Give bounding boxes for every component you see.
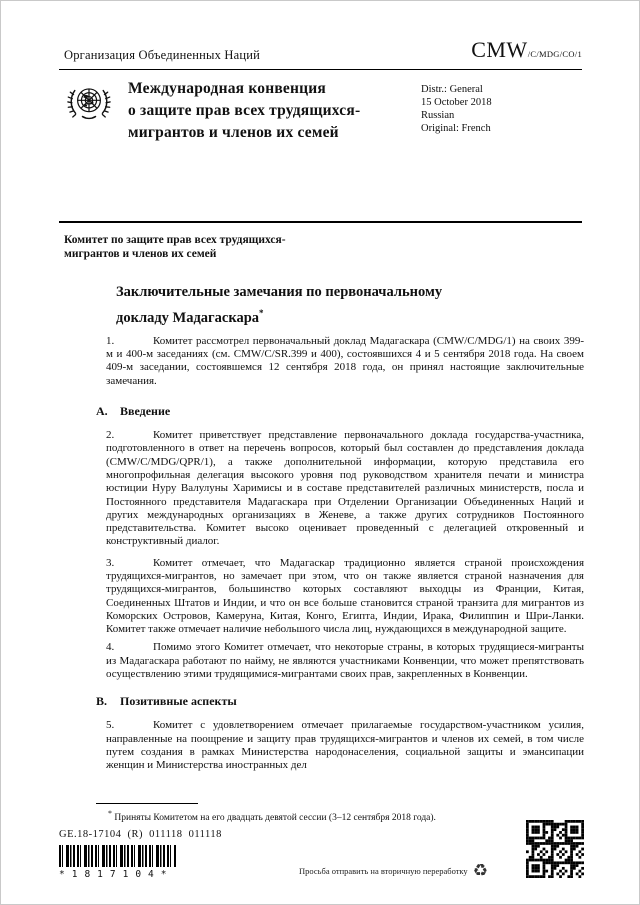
paragraph-number: 2.	[106, 429, 115, 442]
section-divider-rule	[59, 221, 582, 223]
section-letter: B.	[96, 694, 108, 709]
paragraph-1	[106, 335, 584, 388]
footnote-text: Приняты Комитетом на его двадцать девятой сессии (3–12 сентября 2018 года).	[114, 813, 436, 824]
paragraph-number: 4.	[106, 641, 115, 654]
paragraph-text: Комитет отмечает, что Мадагаскар традиционно является страной происхождения трудящихся-мигрантов, но замечает при этом, что он также является страной назначения для трудящихся-мигрантов, большинство которых составляют выходцы из Франции, Китая, Соединенных Штатов и Индии, и что он все больше становится страной транзита для мигрантов из Коморских Островов, Камеруна, Китая, Конго, Египта, Индии, Ирака, Филиппин и Шри-Ланки. Комитет также отмечает наличие небольшого числа лиц, нуждающихся в международной защите.	[106, 556, 584, 636]
distr-line: Distr.: General	[421, 84, 483, 95]
committee-name-line1: Комитет по защите прав всех трудящихся-	[64, 234, 286, 246]
paragraph-number: 5.	[106, 719, 115, 732]
section-title: Позитивные аспекты	[120, 694, 237, 709]
section-heading-a	[96, 404, 639, 419]
header-rule	[59, 69, 582, 70]
convention-title-line3: мигрантов и членов их семей	[128, 124, 339, 141]
paragraph-2	[106, 429, 584, 549]
doc-symbol-suffix: /C/MDG/CO/1	[527, 49, 582, 59]
paragraph-number: 3.	[106, 556, 115, 569]
recycle-text: Просьба отправить на вторичную переработку	[299, 865, 468, 876]
paragraph-5	[106, 719, 584, 772]
paragraph-text: Комитет приветствует представление первоначального доклада государства-участника, подготовленного в ответ на перечень вопросов, который был составлен до представления доклада (CMW/C/MDG/QPR/1), а также дополнительной информации, которую представила его многопрофильная делегация высокого уровня под руководством хранителя печати и министра юстиции Нуру Валулуны Харимисы и в составе представителей различных министерств, посла и Постоянного представителя Мадагаскара при Отделении Организации Объединенных Наций и других международных организациях в Женеве, а также других сотрудников Постоянного представительства. Комитет высоко оценивает проведенный с делегацией откровенный и конструктивный диалог.	[106, 429, 584, 548]
section-heading-b	[96, 694, 639, 709]
recycle-icon: ♻	[472, 861, 488, 880]
page-header	[64, 37, 582, 63]
paragraph-number: 1.	[106, 334, 115, 347]
doc-symbol	[471, 37, 582, 63]
section-title: Введение	[120, 404, 171, 419]
document-title	[116, 282, 481, 329]
barcode-label: *1817104*	[59, 869, 174, 880]
paragraph-3	[106, 557, 584, 637]
ge-document-number: GE.18-17104 (R) 011118 011118	[59, 829, 222, 840]
qr-code-icon	[526, 820, 584, 878]
paragraph-text: Помимо этого Комитет отмечает, что некоторые страны, в которых трудящиеся-мигранты из Мадагаскара работают по найму, не являются участниками Конвенции, что может препятствовать осуществлению этими трудящимися-мигрантами своих прав, закрепленных в Конвенции.	[106, 641, 584, 681]
original-language-line: Original: French	[421, 123, 491, 134]
date-line: 15 October 2018	[421, 97, 492, 108]
committee-name	[64, 233, 639, 261]
convention-title-line1: Международная конвенция	[128, 80, 326, 97]
committee-name-line2: мигрантов и членов их семей	[64, 248, 217, 260]
convention-title	[128, 78, 406, 144]
paragraph-text: Комитет с удовлетворением отмечает прилагаемые государством-участником усилия, направленные на поощрение и защиту прав трудящихся-мигрантов и членов их семей, в том числе путем создания в рамках Министерства народонаселения, социальной защиты и эмансипации женщин и Министерства иностранных дел	[106, 719, 584, 772]
distribution-block	[421, 78, 582, 144]
footnote-marker: *	[108, 809, 112, 818]
footnote	[96, 808, 538, 824]
doc-symbol-main: CMW	[471, 37, 528, 62]
section-letter: A.	[96, 404, 108, 419]
footnote-rule	[96, 803, 198, 804]
convention-title-line2: о защите прав всех трудящихся-	[128, 102, 361, 119]
paragraph-text: Комитет рассмотрел первоначальный доклад Мадагаскара (CMW/C/MDG/1) на своих 399-м и 400-м заседаниях (см. CMW/C/SR.399 и 400), состоявшихся 4 и 5 сентября 2018 года. На своем 409-м заседании, состоявшемся 12 сентября 2018 года, он принял настоящие заключительные замечания.	[106, 334, 584, 387]
org-name: Организация Объединенных Наций	[64, 48, 261, 62]
recycle-note	[299, 862, 488, 879]
document-title-text: Заключительные замечания по первоначальному докладу Мадагаскара	[116, 284, 443, 326]
un-emblem-icon	[63, 80, 115, 144]
language-line: Russian	[421, 110, 455, 121]
paragraph-4	[106, 641, 584, 681]
title-footnote-marker: *	[259, 308, 264, 318]
masthead	[63, 78, 582, 144]
barcode-icon	[59, 845, 176, 867]
